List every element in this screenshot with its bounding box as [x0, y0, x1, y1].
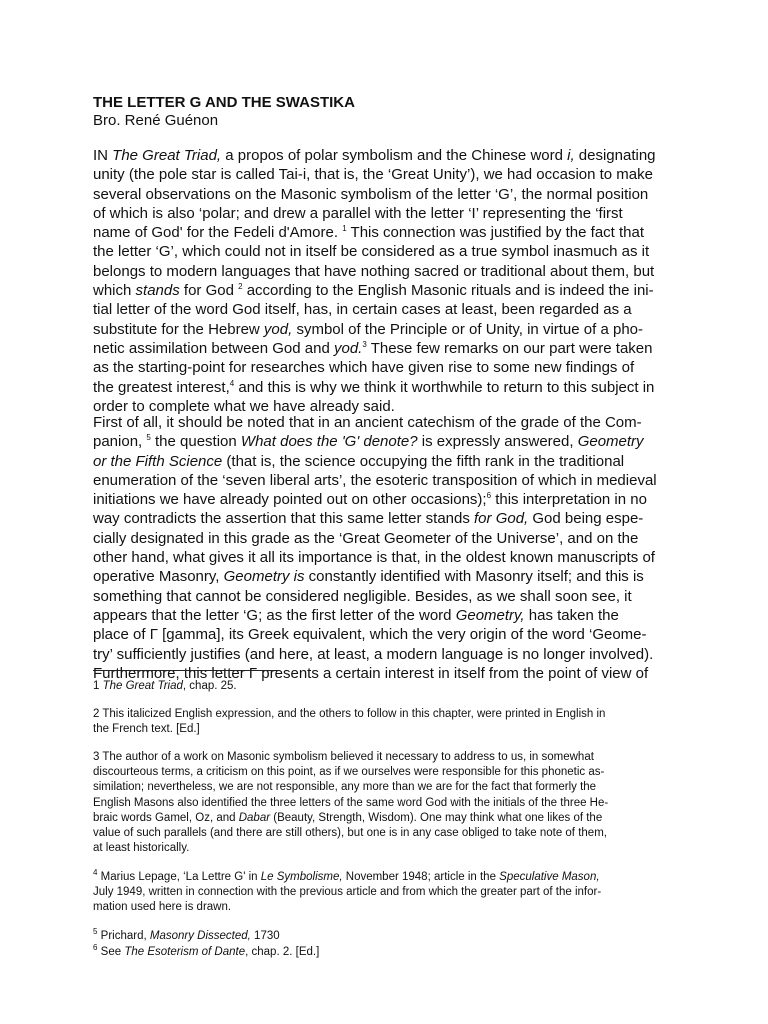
- footnote-3: [93, 750, 683, 856]
- text-line: [93, 548, 683, 567]
- text-line: [93, 567, 683, 586]
- text-run: and this is why we think it worthwhile to return to this subject in: [234, 378, 655, 396]
- text-line: [93, 204, 683, 223]
- text-run: operative Masonry,: [93, 568, 224, 586]
- text-run: 1: [93, 680, 103, 692]
- text-run: constantly identified with Masonry itself; and this is: [304, 568, 644, 586]
- text-run: 1730: [250, 930, 280, 942]
- text-run: symbol of the Principle or of Unity, in virtue of a pho-: [292, 320, 643, 338]
- text-run: , chap. 25.: [182, 680, 237, 692]
- text-run: First of all, it should be noted that in an ancient catechism of the grade of the Com-: [93, 414, 642, 431]
- footnote-2: [93, 707, 683, 737]
- text-line: [93, 509, 683, 528]
- italic-text: The Esoterism of Dante: [124, 946, 246, 958]
- note-ref: 5: [146, 433, 151, 443]
- text-run: unity (the pole star is called Tai-i, that is, the ‘Great Unity’), we had occasion to make: [93, 166, 653, 184]
- italic-text: Geometry,: [455, 606, 525, 624]
- article-author: Bro. René Guénon: [93, 112, 219, 129]
- text-run: is expressly answered,: [417, 433, 578, 451]
- italic-text: yod.: [333, 339, 363, 357]
- italic-text: stands: [135, 282, 180, 300]
- text-run: discourteous terms, a criticism on this point, as if we ourselves were responsible for this phonetic as-: [93, 766, 605, 779]
- text-line: [93, 146, 683, 165]
- text-line: [93, 432, 683, 451]
- text-line: [93, 841, 683, 856]
- italic-text: Geometry: [577, 433, 644, 451]
- text-line: [93, 826, 683, 841]
- text-run: try’ sufficiently justifies (and here, at least, a modern language is no longer involved).: [93, 645, 654, 663]
- text-line: [93, 471, 683, 490]
- italic-text: Geometry is: [223, 568, 305, 586]
- text-line: [93, 750, 683, 765]
- text-run: a propos of polar symbolism and the Chinese word: [221, 147, 568, 164]
- text-run: (Beauty, Strength, Wisdom). One may think what one likes of the: [270, 811, 603, 824]
- italic-text: Dabar: [238, 811, 271, 824]
- paragraph-2: [93, 413, 683, 683]
- text-run: , chap. 2. [Ed.]: [245, 946, 320, 958]
- text-run: tial letter of the word God itself, has, in certain cases at least, been regarded as a: [93, 301, 632, 319]
- text-line: [93, 811, 683, 826]
- footnote-1: [93, 679, 683, 694]
- text-run: place of Γ [gamma], its Greek equivalent, which the very origin of the word ‘Geome-: [93, 626, 647, 644]
- text-line: [93, 765, 683, 780]
- text-line: [93, 452, 683, 471]
- text-line: [93, 358, 683, 377]
- article-title: THE LETTER G AND THE SWASTIKA: [93, 94, 355, 111]
- text-run: IN: [93, 147, 113, 164]
- text-line: [93, 165, 683, 184]
- text-line: [93, 378, 683, 397]
- note-ref: 3: [362, 339, 367, 349]
- text-run: the question: [150, 433, 241, 451]
- text-run: value of such parallels (and there are still others), but one is in any case obliged to take note of them,: [93, 827, 607, 840]
- text-run: This connection was justified by the fact that: [346, 224, 645, 242]
- italic-text: or the Fifth Science: [93, 452, 223, 470]
- text-run: order to complete what we have already said.: [93, 397, 395, 415]
- text-run: (that is, the science occupying the fifth rank in the traditional: [222, 452, 625, 470]
- text-line: [93, 796, 683, 811]
- note-ref: 1: [342, 224, 347, 234]
- text-run: These few remarks on our part were taken: [366, 339, 653, 357]
- text-line: [93, 870, 683, 885]
- text-run: which: [93, 282, 136, 300]
- text-run: according to the English Masonic rituals and is indeed the ini-: [242, 282, 654, 300]
- text-line: [93, 242, 683, 261]
- text-run: 2 This italicized English expression, and the others to follow in this chapter, were printed in English in: [93, 708, 606, 720]
- text-run: several observations on the Masonic symbolism of the letter ‘G’, the normal position: [93, 185, 649, 203]
- text-run: God being espe-: [528, 510, 644, 528]
- text-line: [93, 223, 683, 242]
- text-line: [93, 281, 683, 300]
- text-run: November 1948; article in the: [342, 871, 500, 883]
- text-line: [93, 413, 683, 432]
- text-run: other hand, what gives it all its importance is that, in the oldest known manuscripts of: [93, 549, 655, 567]
- note-ref: 4: [229, 378, 235, 388]
- text-run: English Masons also identified the three letters of the same word God with the initials of the three He-: [93, 796, 609, 809]
- italic-text: i,: [567, 147, 575, 164]
- text-run: at least historically.: [93, 842, 190, 855]
- text-line: [93, 885, 683, 900]
- text-line: [93, 929, 683, 944]
- footnote-separator: [93, 670, 279, 671]
- text-run: of which is also ‘polar; and drew a parallel with the letter ‘I’ representing the ‘first: [93, 204, 623, 222]
- italic-text: What does the 'G' denote?: [240, 433, 418, 451]
- text-run: this interpretation in no: [491, 491, 647, 509]
- text-line: [93, 679, 683, 694]
- text-run: Prichard,: [97, 930, 150, 942]
- text-line: [93, 606, 683, 625]
- footnote-4: [93, 870, 683, 916]
- text-line: [93, 707, 683, 722]
- text-line: [93, 587, 683, 606]
- text-run: the greatest interest,: [93, 378, 230, 396]
- italic-text: yod,: [263, 320, 293, 338]
- italic-text: Le Symbolisme,: [260, 871, 343, 883]
- text-line: [93, 262, 683, 281]
- note-ref: 4: [93, 868, 98, 878]
- italic-text: for God,: [474, 510, 529, 528]
- text-run: way contradicts the assertion that this same letter stands: [93, 510, 475, 528]
- italic-text: Masonry Dissected,: [149, 930, 251, 942]
- text-line: [93, 339, 683, 358]
- paragraph-1: [93, 146, 683, 416]
- text-run: Furthermore, this letter Γ presents a certain interest in itself from the point of view of: [93, 664, 649, 682]
- note-ref: 5: [93, 927, 98, 937]
- note-ref: 6: [486, 491, 492, 501]
- text-run: belongs to modern languages that have nothing sacred or traditional about them, but: [93, 262, 655, 280]
- italic-text: Speculative Mason,: [499, 871, 600, 883]
- text-line: [93, 490, 683, 509]
- text-run: See: [97, 946, 125, 958]
- note-ref: 2: [238, 282, 243, 292]
- text-run: the letter ‘G’, which could not in itself be considered as a true symbol inasmuch as it: [93, 243, 650, 261]
- text-run: has taken the: [524, 606, 619, 624]
- text-run: appears that the letter ‘G; as the first letter of the word: [93, 606, 456, 624]
- text-line: [93, 320, 683, 339]
- text-run: the French text. [Ed.]: [93, 723, 200, 736]
- text-run: similation; nevertheless, we are not responsible, any more than we are for the fact that formerly the: [93, 781, 597, 794]
- text-line: [93, 900, 683, 915]
- text-line: [93, 185, 683, 204]
- italic-text: The Great Triad: [102, 680, 183, 692]
- text-run: enumeration of the ‘seven liberal arts’, the esoteric transposition of which in medieval: [93, 471, 657, 489]
- text-line: [93, 722, 683, 737]
- text-run: for God: [179, 282, 239, 300]
- text-line: [93, 529, 683, 548]
- text-run: panion,: [93, 433, 147, 451]
- text-line: [93, 300, 683, 319]
- text-run: cially designated in this grade as the ‘Great Geometer of the Universe’, and on the: [93, 529, 639, 547]
- text-run: Marius Lepage, ‘La Lettre G' in: [97, 871, 261, 883]
- text-run: braic words Gamel, Oz, and: [93, 811, 239, 824]
- text-run: name of God' for the Fedeli d'Amore.: [93, 224, 343, 242]
- footnote-6: [93, 945, 683, 960]
- text-line: [93, 945, 683, 960]
- note-ref: 6: [93, 943, 98, 953]
- text-run: designating: [574, 147, 656, 164]
- text-run: netic assimilation between God and: [93, 339, 334, 357]
- text-run: substitute for the Hebrew: [93, 320, 264, 338]
- text-run: initiations we have already pointed out on other occasions);: [93, 491, 487, 509]
- text-line: [93, 625, 683, 644]
- text-run: July 1949, written in connection with the previous article and from which the greater part of the infor-: [93, 886, 602, 899]
- text-line: [93, 645, 683, 664]
- text-run: mation used here is drawn.: [93, 901, 232, 914]
- text-run: something that cannot be considered negligible. Besides, as we shall soon see, it: [93, 587, 632, 605]
- text-run: as the starting-point for researches which have given rise to some new findings of: [93, 359, 635, 377]
- italic-text: The Great Triad,: [112, 147, 222, 164]
- footnote-5: [93, 929, 683, 944]
- text-run: 3 The author of a work on Masonic symbolism believed it necessary to address to us, in somewhat: [93, 751, 594, 763]
- text-line: [93, 780, 683, 795]
